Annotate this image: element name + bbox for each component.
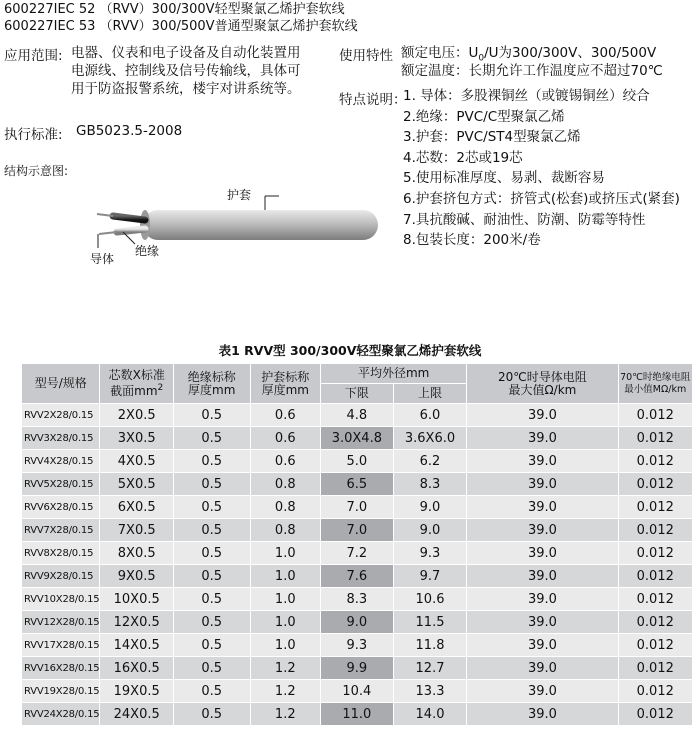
cell-sheath: 1.0 bbox=[250, 565, 321, 588]
cell-model: RVV8X28/0.15 bbox=[22, 542, 100, 565]
header-cores-line2: 截面mm bbox=[110, 384, 158, 398]
cell-cores: 14X0.5 bbox=[100, 634, 174, 657]
cell-lower: 9.0 bbox=[321, 611, 394, 634]
cell-insres: 0.012 bbox=[618, 657, 693, 680]
table-row bbox=[22, 634, 693, 657]
cell-model: RVV2X28/0.15 bbox=[22, 404, 100, 427]
cell-model: RVV3X28/0.15 bbox=[22, 427, 100, 450]
cell-cores: 12X0.5 bbox=[100, 611, 174, 634]
table-row bbox=[22, 427, 693, 450]
standard-value: GB5023.5-2008 bbox=[76, 123, 183, 139]
cell-res: 39.0 bbox=[467, 496, 618, 519]
cell-upper: 3.6X6.0 bbox=[393, 427, 467, 450]
cell-model: RVV6X28/0.15 bbox=[22, 496, 100, 519]
cell-res: 39.0 bbox=[467, 450, 618, 473]
temp-label: 额定温度： bbox=[401, 63, 469, 79]
cell-upper: 13.3 bbox=[393, 680, 467, 703]
cell-lower: 9.9 bbox=[321, 657, 394, 680]
callout-conductor: 导体 bbox=[90, 252, 115, 266]
scope-label: 应用范围: bbox=[4, 48, 63, 64]
cell-model: RVV12X28/0.15 bbox=[22, 611, 100, 634]
feature-item: 3.护套：PVC/ST4型聚氯乙烯 bbox=[403, 129, 581, 146]
cell-upper: 8.3 bbox=[393, 473, 467, 496]
table-row bbox=[22, 542, 693, 565]
cell-ins: 0.5 bbox=[174, 519, 251, 542]
cell-insres: 0.012 bbox=[618, 703, 693, 726]
table-row bbox=[22, 450, 693, 473]
header-cores-line1: 芯数X标准 bbox=[108, 368, 165, 382]
cell-sheath: 0.8 bbox=[250, 519, 321, 542]
cell-sheath: 0.6 bbox=[250, 427, 321, 450]
cell-insres: 0.012 bbox=[618, 611, 693, 634]
cell-upper: 6.2 bbox=[393, 450, 467, 473]
cell-upper: 11.8 bbox=[393, 634, 467, 657]
cell-cores: 19X0.5 bbox=[100, 680, 174, 703]
cell-model: RVV16X28/0.15 bbox=[22, 657, 100, 680]
header-insulation: 绝缘标称厚度mm bbox=[174, 364, 251, 404]
table-row bbox=[22, 519, 693, 542]
cell-upper: 10.6 bbox=[393, 588, 467, 611]
cell-cores: 24X0.5 bbox=[100, 703, 174, 726]
callout-sheath: 护套 bbox=[227, 188, 252, 202]
header-upper: 上限 bbox=[393, 384, 467, 404]
table-title: 表1 RVV型 300/300V轻型聚氯乙烯护套软线 bbox=[218, 343, 482, 358]
feature-item: 1. 导体：多股裸铜丝（或镀锡铜丝）绞合 bbox=[403, 88, 650, 104]
cell-insres: 0.012 bbox=[618, 496, 693, 519]
cell-lower: 9.3 bbox=[321, 634, 394, 657]
cell-sheath: 0.8 bbox=[250, 496, 321, 519]
cell-lower: 11.0 bbox=[321, 703, 394, 726]
temp-text: 长期允许工作温度应不超过70℃ bbox=[468, 63, 663, 79]
usage-temp bbox=[401, 62, 663, 80]
feature-item: 2.绝缘：PVC/C型聚氯乙烯 bbox=[403, 108, 565, 125]
cell-ins: 0.5 bbox=[174, 680, 251, 703]
cell-sheath: 1.2 bbox=[250, 703, 321, 726]
cell-res: 39.0 bbox=[467, 611, 618, 634]
table-row bbox=[22, 404, 693, 427]
cell-upper: 11.5 bbox=[393, 611, 467, 634]
cell-cores: 5X0.5 bbox=[100, 473, 174, 496]
cell-res: 39.0 bbox=[467, 473, 618, 496]
header-sheath: 护套标称厚度mm bbox=[250, 364, 321, 404]
cell-insres: 0.012 bbox=[618, 450, 693, 473]
cell-ins: 0.5 bbox=[174, 588, 251, 611]
cell-ins: 0.5 bbox=[174, 427, 251, 450]
header-insul-res bbox=[618, 364, 693, 404]
cell-upper: 6.0 bbox=[393, 404, 467, 427]
feature-item: 4.芯数：2芯或19芯 bbox=[403, 149, 523, 166]
cell-lower: 3.0X4.8 bbox=[321, 427, 394, 450]
header-cores bbox=[100, 364, 174, 404]
cell-res: 39.0 bbox=[467, 657, 618, 680]
usage-label: 使用特性 bbox=[339, 48, 393, 64]
cell-lower: 5.0 bbox=[321, 450, 394, 473]
header-resistance-line1: 20℃时导体电阻 bbox=[498, 369, 587, 384]
cell-cores: 16X0.5 bbox=[100, 657, 174, 680]
cell-ins: 0.5 bbox=[174, 496, 251, 519]
header-resistance bbox=[467, 364, 618, 404]
cell-sheath: 1.0 bbox=[250, 588, 321, 611]
cell-ins: 0.5 bbox=[174, 450, 251, 473]
diagram-label: 结构示意图: bbox=[4, 164, 69, 178]
cell-sheath: 0.6 bbox=[250, 404, 321, 427]
cell-insres: 0.012 bbox=[618, 427, 693, 450]
cell-res: 39.0 bbox=[467, 680, 618, 703]
cell-lower: 7.6 bbox=[321, 565, 394, 588]
cell-upper: 12.7 bbox=[393, 657, 467, 680]
cell-cores: 2X0.5 bbox=[100, 404, 174, 427]
cell-cores: 7X0.5 bbox=[100, 519, 174, 542]
cell-model: RVV24X28/0.15 bbox=[22, 703, 100, 726]
cell-ins: 0.5 bbox=[174, 542, 251, 565]
cell-sheath: 1.2 bbox=[250, 657, 321, 680]
cell-model: RVV7X28/0.15 bbox=[22, 519, 100, 542]
feature-item: 7.具抗酸碱、耐油性、防潮、防霉等特性 bbox=[403, 211, 646, 228]
cell-ins: 0.5 bbox=[174, 703, 251, 726]
cell-sheath: 0.6 bbox=[250, 450, 321, 473]
cell-cores: 4X0.5 bbox=[100, 450, 174, 473]
voltage-sub: 0 bbox=[478, 53, 485, 64]
voltage-u: U bbox=[468, 45, 479, 61]
cell-cores: 9X0.5 bbox=[100, 565, 174, 588]
feature-item: 5.使用标准厚度、易剥、裁断容易 bbox=[403, 170, 605, 187]
cell-res: 39.0 bbox=[467, 565, 618, 588]
cell-res: 39.0 bbox=[467, 634, 618, 657]
cell-insres: 0.012 bbox=[618, 680, 693, 703]
header-model: 型号/规格 bbox=[22, 364, 100, 404]
cell-ins: 0.5 bbox=[174, 473, 251, 496]
cell-res: 39.0 bbox=[467, 703, 618, 726]
cell-ins: 0.5 bbox=[174, 404, 251, 427]
table-row bbox=[22, 680, 693, 703]
cell-sheath: 1.0 bbox=[250, 542, 321, 565]
cell-upper: 9.7 bbox=[393, 565, 467, 588]
header-lower: 下限 bbox=[321, 384, 394, 404]
cell-model: RVV4X28/0.15 bbox=[22, 450, 100, 473]
cell-upper: 9.0 bbox=[393, 519, 467, 542]
cell-insres: 0.012 bbox=[618, 473, 693, 496]
feature-item: 8.包装长度：200米/卷 bbox=[403, 232, 541, 249]
cell-lower: 6.5 bbox=[321, 473, 394, 496]
cell-upper: 9.0 bbox=[393, 496, 467, 519]
cell-ins: 0.5 bbox=[174, 611, 251, 634]
voltage-text: /U为300/300V、300/500V bbox=[484, 45, 657, 61]
scope-text: 电器、仪表和电子设备及自动化装置用电源线、控制线及信号传输线，具体可用于防盗报警系统，楼宇对讲系统等。 bbox=[71, 45, 301, 97]
cell-cores: 8X0.5 bbox=[100, 542, 174, 565]
cell-sheath: 1.0 bbox=[250, 634, 321, 657]
cell-cores: 3X0.5 bbox=[100, 427, 174, 450]
callout-insulation: 绝缘 bbox=[135, 244, 160, 258]
cell-upper: 14.0 bbox=[393, 703, 467, 726]
cell-sheath: 1.2 bbox=[250, 680, 321, 703]
table-row bbox=[22, 611, 693, 634]
cell-upper: 9.3 bbox=[393, 542, 467, 565]
voltage-label: 额定电压： bbox=[401, 45, 469, 61]
cell-lower: 7.2 bbox=[321, 542, 394, 565]
table-row bbox=[22, 496, 693, 519]
header-resistance-line2: 最大值Ω/km bbox=[508, 382, 577, 397]
header-insul-res-line2: 最小值MΩ/km bbox=[624, 383, 687, 395]
cell-model: RVV5X28/0.15 bbox=[22, 473, 100, 496]
cell-insres: 0.012 bbox=[618, 519, 693, 542]
header-cores-sup: 2 bbox=[157, 383, 164, 393]
header-line-1: 600227IEC 52 （RVV）300/300V轻型聚氯乙烯护套软线 bbox=[4, 2, 345, 17]
cell-model: RVV9X28/0.15 bbox=[22, 565, 100, 588]
feature-item: 6.护套挤包方式：挤管式(松套)或挤压式(紧套) bbox=[403, 190, 680, 207]
features-list bbox=[403, 86, 680, 251]
cell-insres: 0.012 bbox=[618, 404, 693, 427]
cell-ins: 0.5 bbox=[174, 657, 251, 680]
table-row bbox=[22, 588, 693, 611]
cell-insres: 0.012 bbox=[618, 588, 693, 611]
cell-model: RVV17X28/0.15 bbox=[22, 634, 100, 657]
table-row bbox=[22, 565, 693, 588]
cell-lower: 4.8 bbox=[321, 404, 394, 427]
table-row bbox=[22, 473, 693, 496]
cell-model: RVV19X28/0.15 bbox=[22, 680, 100, 703]
cell-lower: 7.0 bbox=[321, 519, 394, 542]
cell-lower: 8.3 bbox=[321, 588, 394, 611]
cell-sheath: 1.0 bbox=[250, 611, 321, 634]
cell-res: 39.0 bbox=[467, 519, 618, 542]
cell-res: 39.0 bbox=[467, 588, 618, 611]
standard-label: 执行标准: bbox=[4, 127, 63, 143]
cell-cores: 6X0.5 bbox=[100, 496, 174, 519]
cell-res: 39.0 bbox=[467, 404, 618, 427]
cell-res: 39.0 bbox=[467, 427, 618, 450]
header-avg-od: 平均外径mm bbox=[321, 364, 467, 384]
cell-ins: 0.5 bbox=[174, 565, 251, 588]
cell-insres: 0.012 bbox=[618, 542, 693, 565]
cell-model: RVV10X28/0.15 bbox=[22, 588, 100, 611]
cell-res: 39.0 bbox=[467, 542, 618, 565]
features-label: 特点说明： bbox=[339, 92, 407, 108]
cell-sheath: 0.8 bbox=[250, 473, 321, 496]
table-row bbox=[22, 657, 693, 680]
cell-lower: 10.4 bbox=[321, 680, 394, 703]
cell-cores: 10X0.5 bbox=[100, 588, 174, 611]
header-line-2: 600227IEC 53 （RVV）300/500V普通型聚氯乙烯护套软线 bbox=[4, 19, 358, 34]
cell-insres: 0.012 bbox=[618, 634, 693, 657]
cell-insres: 0.012 bbox=[618, 565, 693, 588]
table-row bbox=[22, 703, 693, 726]
header-insul-res-line1: 70℃时绝缘电阻 bbox=[620, 371, 691, 383]
cell-lower: 7.0 bbox=[321, 496, 394, 519]
cell-ins: 0.5 bbox=[174, 634, 251, 657]
spec-table bbox=[21, 363, 693, 726]
